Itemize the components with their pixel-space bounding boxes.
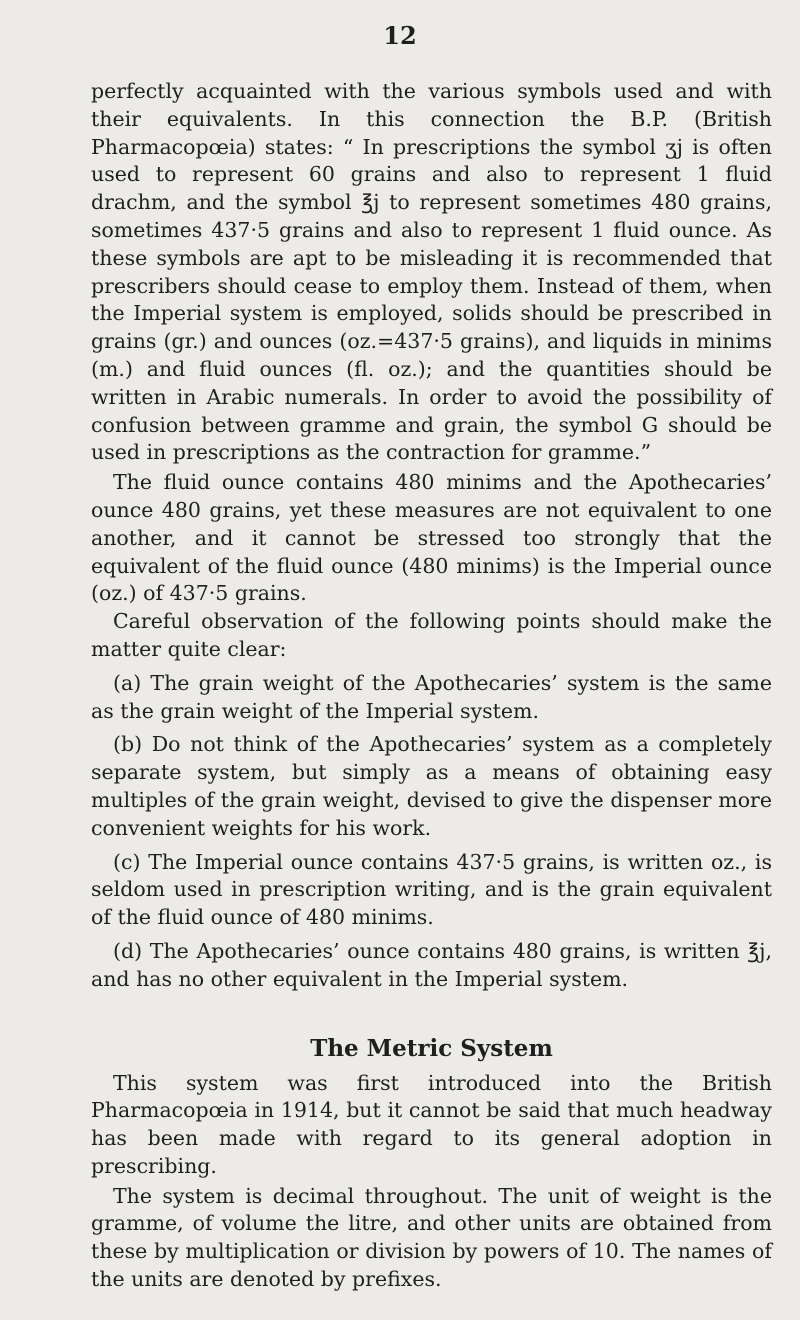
page-number: 12 [383,21,417,50]
paragraph-metric-intro: This system was first introduced into the British Pharmacopœia in 1914, but it cannot be said that much headway has been made with regard to its general adoption in prescribing. [91,1070,772,1178]
section-heading-metric-system: The Metric System [310,1034,553,1062]
page-body [91,78,772,1294]
paragraph-bp-quote: perfectly acquainted with the various symbols used and with their equivalents. In this connection the B.P. (British Pharmacopœia) states: “ In prescriptions the symbol ʒj is often used to represent 60 grains and also to represent 1 fluid drachm, and the symbol ℥j to represent sometimes 480 grains, sometimes 437·5 grains and also to represent 1 fluid ounce. As these symbols are apt to be misleading it is recommended that prescribers should cease to employ them. Instead of them, when the Imperial system is employed, solids should be prescribed in grains (gr.) and ounces (oz.=437·5 grains), and liquids in minims (m.) and fluid ounces (fl. oz.); and the quantities should be written in Arabic numerals. In order to avoid the possibility of confusion between gramme and grain, the symbol G should be used in prescriptions as the contraction for gramme.” [91,79,772,465]
list-item-d: (d) The Apothecaries’ ounce contains 480 grains, is written ℥j, and has no other equivalent in the Imperial system. [91,938,772,991]
paragraph-fluid-ounce: The fluid ounce contains 480 minims and the Apothecaries’ ounce 480 grains, yet these measures are not equivalent to one another, and it cannot be stressed too strongly that the equivalent of the fluid ounce (480 minims) is the Imperial ounce (oz.) of 437·5 grains. [91,470,772,606]
list-item-c: (c) The Imperial ounce contains 437·5 grains, is written oz., is seldom used in prescription writing, and is the grain equivalent of the fluid ounce of 480 minims. [91,849,772,930]
list-item-b: (b) Do not think of the Apothecaries’ system as a completely separate system, but simply as a means of obtaining easy multiples of the grain weight, devised to give the dispenser more convenient weights for his work. [91,732,772,840]
paragraph-observation: Careful observation of the following points should make the matter quite clear: [91,609,772,661]
paragraph-metric-decimal: The system is decimal throughout. The unit of weight is the gramme, of volume the litre, and other units are obtained from these by multiplication or division by powers of 10. The names of the units are denoted by prefixes. [91,1183,772,1292]
list-item-a: (a) The grain weight of the Apothecaries’ system is the same as the grain weight of the Imperial system. [91,670,772,723]
